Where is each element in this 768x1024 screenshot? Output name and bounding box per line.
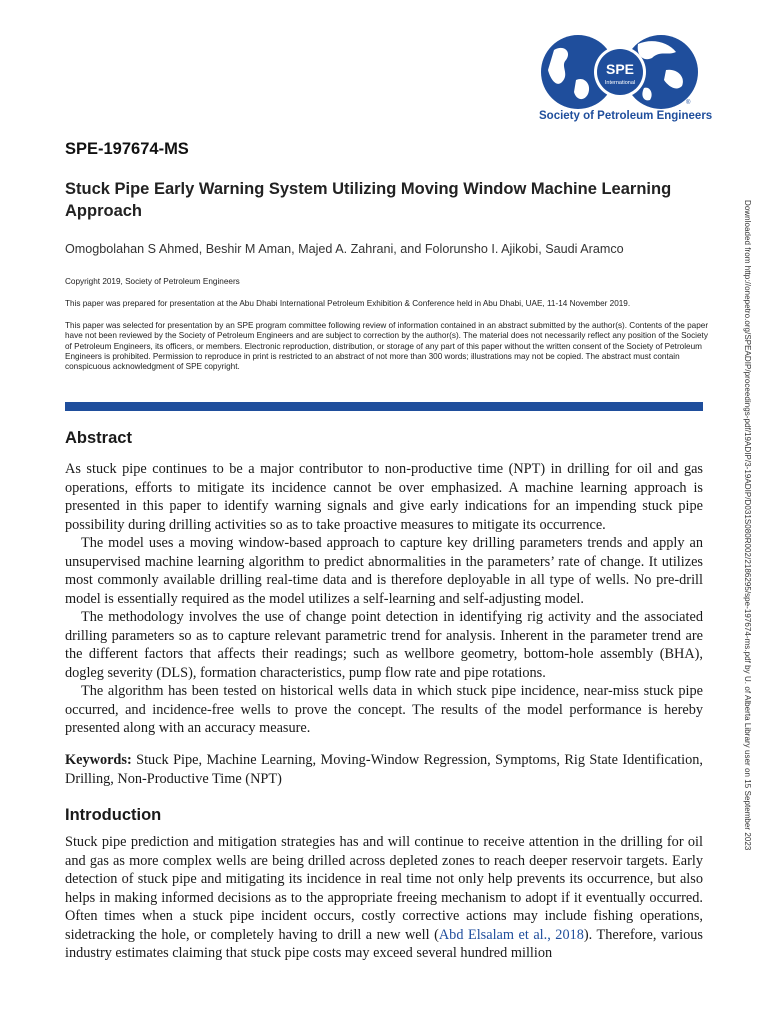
header-divider [65, 402, 703, 411]
keywords-label: Keywords: [65, 752, 132, 768]
abstract-body [65, 460, 703, 738]
selection-notice: This paper was selected for presentation by an SPE program committee following review of information contained in an abstract submitted by the author(s). Contents of the paper have not been reviewed by the Society of Petroleum Engineers and are subject to correction by the author(s). The material does not necessarily reflect any position of the Society of Petroleum Engineers, its officers, or members. Electronic reproduction, distribution, or storage of any part of this paper without the written consent of the Society of Petroleum Engineers is prohibited. Permission to reproduce in print is restricted to an abstract of not more than 300 words; illustrations may not be copied. The abstract must contain conspicuous acknowledgment of SPE copyright. [65, 321, 709, 372]
logo-globe-subtext: International [604, 80, 636, 86]
abstract-paragraph: The methodology involves the use of change point detection in identifying rig activity and the associated drilling parameters so as to capture relevant parametric trend for analysis. Inherent in the parameter trend are the different factors that affects their readings; such as wellbore geometry, bottom-hole assembly (BHA), dogleg severity (DLS), formation characteristics, pump flow rate and pipe rotations. [65, 609, 703, 681]
copyright-notice: Copyright 2019, Society of Petroleum Engineers [65, 277, 240, 286]
svg-text:®: ® [686, 100, 691, 106]
abstract-paragraph: As stuck pipe continues to be a major contributor to non-productive time (NPT) in drilling for oil and gas operations, efforts to mitigate its incidence cannot be over emphasized. A machine learning approach is presented in this paper to identify warning signals and give early indications for an impending stuck pipe possibility during drilling activities so as to take proactive measures to mitigate its occurrence. [65, 461, 703, 533]
logo-globe-text: SPE [605, 61, 635, 77]
keywords [65, 751, 703, 788]
download-stamp: Downloaded from http://onepetro.org/SPEADIP/proceedings-pdf/19ADIP/3-19ADIP/D031S080R002/2186295/spe-197674-ms.pdf by U. of Alberta Library user on 15 September 2023 [743, 200, 752, 851]
paper-title: Stuck Pipe Early Warning System Utilizing Moving Window Machine Learning Approach [65, 180, 672, 220]
intro-text: Stuck pipe prediction and mitigation strategies has and will continue to receive attention in the drilling for oil and gas as more complex wells are being drilled across depleted zones to reach deeper reservoir targets. Early detection of stuck pipe and mitigating its incidence in real time not only help prevents its occurrence, but also helps in making informed decisions as to the appropriate freeing mechanism to adopt if it eventually occurred. Often times when a stuck pipe incident occurs, costly corrective actions may include fishing operations, sidetracking the hole, or completely having to drill a new well ( [65, 834, 703, 943]
presentation-notice: This paper was prepared for presentation at the Abu Dhabi International Petroleum Exhibition & Conference held in Abu Dhabi, UAE, 11-14 November 2019. [65, 299, 631, 308]
abstract-paragraph: The algorithm has been tested on historical wells data in which stuck pipe incidence, near-miss stuck pipe occurred, and incidence-free wells to prove the concept. The results of the model performance is hereby presented along with an accuracy measure. [65, 683, 703, 736]
intro-text-continued: ). Therefore, various industry estimates claiming that stuck pipe costs may exceed several hundred million [65, 926, 703, 961]
introduction-heading: Introduction [65, 806, 162, 824]
citation-link[interactable]: Abd Elsalam et al., 2018 [438, 926, 584, 943]
paper-authors: Omogbolahan S Ahmed, Beshir M Aman, Majed A. Zahrani, and Folorunsho I. Ajikobi, Saudi Aramco [65, 242, 624, 256]
logo-org-name: Society of Petroleum Engineers [539, 110, 713, 122]
keywords-list: Stuck Pipe, Machine Learning, Moving-Window Regression, Symptoms, Rig State Identification, Drilling, Non-Productive Time (NPT) [65, 752, 703, 787]
introduction-body [65, 833, 703, 963]
paper-id: SPE-197674-MS [65, 140, 189, 158]
abstract-heading: Abstract [65, 429, 132, 447]
abstract-paragraph: The model uses a moving window-based approach to capture key drilling parameters trends and apply an unsupervised machine learning algorithm to predict abnormalities in the parameters’ rate of change. It utilizes most commonly available drilling real-time data and is therefore deployable in all type of wells. No pre-drill model is essentially required as the model utilizes a self-learning and self-adjusting model. [65, 535, 703, 607]
